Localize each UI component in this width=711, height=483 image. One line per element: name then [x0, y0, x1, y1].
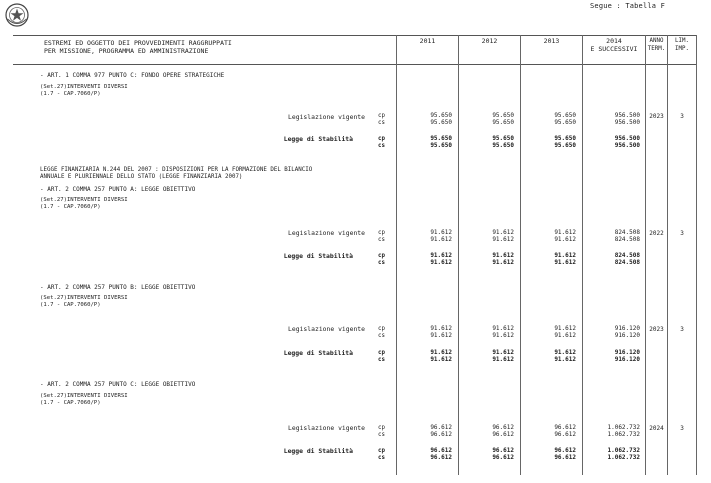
value-2012: 91.612 91.612: [492, 252, 514, 266]
value-2014: 956.500 956.500: [614, 135, 640, 149]
value-2013: 91.612 91.612: [554, 229, 576, 243]
article-heading: - ART. 2 COMMA 257 PUNTO C: LEGGE OBIETTIVO: [40, 381, 196, 388]
col-sep-2011: [396, 35, 397, 475]
col-sep-2012: [458, 35, 459, 475]
value-2013: 95.650 95.650: [554, 112, 576, 126]
value-2013: 91.612 91.612: [554, 325, 576, 339]
settore-label: (Set.27)INTERVENTI DIVERSI (1.7 - CAP.7060/P): [40, 84, 128, 97]
value-2012: 95.650 95.650: [492, 135, 514, 149]
value-2012: 96.612 96.612: [492, 424, 514, 438]
value-2011: 95.650 95.650: [430, 135, 452, 149]
settore-label: (Set.27)INTERVENTI DIVERSI (1.7 - CAP.7060/P): [40, 393, 128, 406]
article-heading: - ART. 1 COMMA 977 PUNTO C: FONDO OPERE STRATEGICHE: [40, 72, 225, 79]
col-sep-2013: [520, 35, 521, 475]
law-title: LEGGE FINANZIARIA N.244 DEL 2007 : DISPOSIZIONI PER LA FORMAZIONE DEL BILANCIO ANNUALE E PLURIENNALE DELLO STATO (LEGGE FINANZIARIA 2007): [40, 167, 313, 180]
cp-cs-codes: cp cs: [378, 326, 385, 339]
settore-label: (Set.27)INTERVENTI DIVERSI (1.7 - CAP.7060/P): [40, 295, 128, 308]
value-2013: 91.612 91.612: [554, 349, 576, 363]
header-bottom-rule: [13, 64, 697, 65]
col-sep-lim: [667, 35, 668, 475]
value-2012: 91.612 91.612: [492, 229, 514, 243]
value-2013: 96.612 96.612: [554, 447, 576, 461]
value-2014: 1.062.732 1.062.732: [607, 424, 640, 438]
value-2014: 824.508 824.508: [614, 229, 640, 243]
col-sep-right: [696, 35, 697, 475]
value-2012: 91.612 91.612: [492, 349, 514, 363]
cp-cs-codes: cp cs: [378, 113, 385, 126]
legislazione-vigente-label: Legislazione vigente: [288, 113, 365, 121]
article-heading: - ART. 2 COMMA 257 PUNTO A: LEGGE OBIETTIVO: [40, 186, 196, 193]
anno-term-value: 2023: [649, 326, 664, 333]
value-2014: 916.120 916.120: [614, 349, 640, 363]
article-heading: - ART. 2 COMMA 257 PUNTO B: LEGGE OBIETTIVO: [40, 284, 196, 291]
legge-stabilita-label: Legge di Stabilità: [283, 349, 353, 357]
cp-cs-codes: cp cs: [378, 253, 385, 266]
header-anno-term: ANNO TERM.: [647, 38, 666, 52]
value-2011: 91.612 91.612: [430, 325, 452, 339]
legislazione-vigente-label: Legislazione vigente: [288, 424, 365, 432]
value-2014: 916.120 916.120: [614, 325, 640, 339]
header-2013: 2013: [543, 37, 560, 45]
cp-cs-codes: cp cs: [378, 350, 385, 363]
value-2011: 95.650 95.650: [430, 112, 452, 126]
anno-term-value: 2024: [649, 425, 664, 432]
cp-cs-codes: cp cs: [378, 425, 385, 438]
header-2011: 2011: [419, 37, 436, 45]
value-2012: 96.612 96.612: [492, 447, 514, 461]
cp-cs-codes: cp cs: [378, 136, 385, 149]
col-sep-anno: [645, 35, 646, 475]
anno-term-value: 2023: [649, 113, 664, 120]
value-2013: 91.612 91.612: [554, 252, 576, 266]
lim-imp-value: 3: [680, 230, 684, 237]
anno-term-value: 2022: [649, 230, 664, 237]
settore-label: (Set.27)INTERVENTI DIVERSI (1.7 - CAP.7060/P): [40, 197, 128, 210]
value-2011: 91.612 91.612: [430, 252, 452, 266]
header-estremi: ESTREMI ED OGGETTO DEI PROVVEDIMENTI RAGGRUPPATI PER MISSIONE, PROGRAMMA ED AMMINISTRAZIONE: [44, 39, 232, 55]
value-2014: 1.062.732 1.062.732: [607, 447, 640, 461]
continuation-label: Segue : Tabella F: [590, 2, 666, 10]
value-2014: 956.500 956.500: [614, 112, 640, 126]
value-2011: 91.612 91.612: [430, 349, 452, 363]
value-2013: 95.650 95.650: [554, 135, 576, 149]
legislazione-vigente-label: Legislazione vigente: [288, 229, 365, 237]
cp-cs-codes: cp cs: [378, 230, 385, 243]
value-2012: 91.612 91.612: [492, 325, 514, 339]
legge-stabilita-label: Legge di Stabilità: [283, 447, 353, 455]
cp-cs-codes: cp cs: [378, 448, 385, 461]
value-2012: 95.650 95.650: [492, 112, 514, 126]
lim-imp-value: 3: [680, 326, 684, 333]
header-2012: 2012: [481, 37, 498, 45]
value-2011: 96.612 96.612: [430, 424, 452, 438]
republic-emblem-icon: [4, 2, 30, 28]
legislazione-vigente-label: Legislazione vigente: [288, 325, 365, 333]
value-2011: 96.612 96.612: [430, 447, 452, 461]
header-2014: 2014 E SUCCESSIVI: [590, 37, 638, 53]
legge-stabilita-label: Legge di Stabilità: [283, 135, 353, 143]
header-lim-imp: LIM. IMP.: [675, 38, 689, 52]
lim-imp-value: 3: [680, 425, 684, 432]
value-2011: 91.612 91.612: [430, 229, 452, 243]
value-2013: 96.612 96.612: [554, 424, 576, 438]
value-2014: 824.508 824.508: [614, 252, 640, 266]
header-top-rule: [13, 35, 697, 36]
lim-imp-value: 3: [680, 113, 684, 120]
legge-stabilita-label: Legge di Stabilità: [283, 252, 353, 260]
col-sep-2014: [582, 35, 583, 475]
